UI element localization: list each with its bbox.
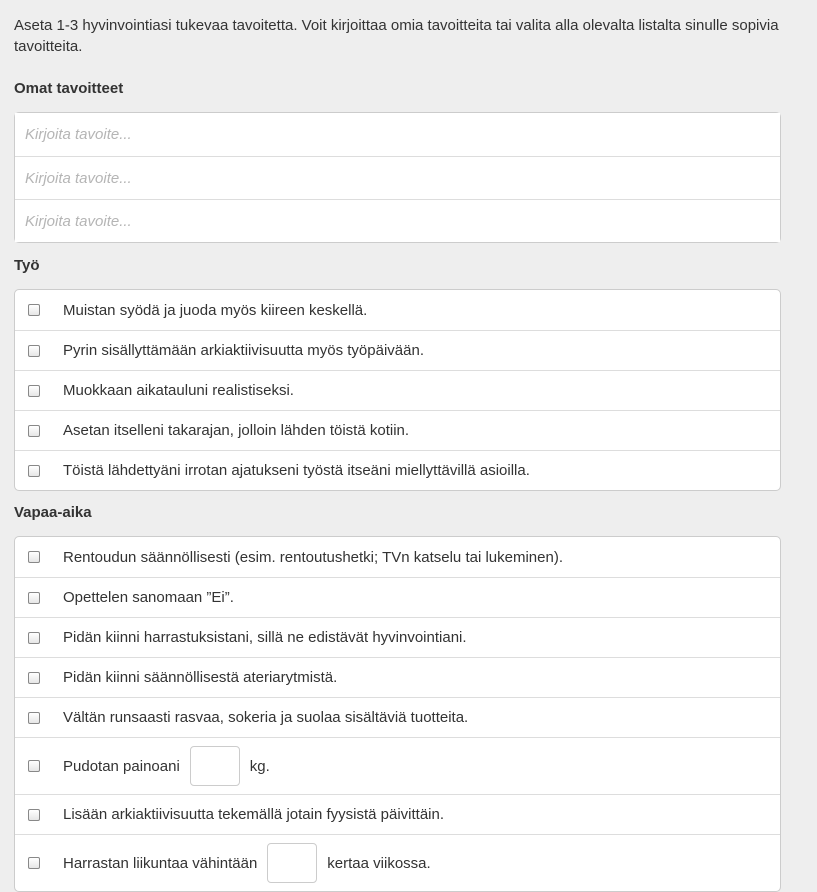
work-goal-label: Pyrin sisällyttämään arkiaktiivisuutta myös työpäivään. <box>63 342 424 359</box>
free-time-section-title: Vapaa-aika <box>14 504 92 521</box>
checkbox[interactable] <box>28 592 40 604</box>
goals-form <box>14 15 781 892</box>
work-goal-item[interactable] <box>15 450 780 490</box>
checkbox[interactable] <box>28 632 40 644</box>
free-time-goal-label: Pidän kiinni säännöllisestä ateriarytmistä. <box>63 669 338 686</box>
free-time-goal-item[interactable] <box>15 537 780 577</box>
free-time-goal-label: Vältän runsaasti rasvaa, sokeria ja suolaa sisältäviä tuotteita. <box>63 709 469 726</box>
work-goal-label: Töistä lähdettyäni irrotan ajatukseni työstä itseäni miellyttävillä asioilla. <box>63 462 530 479</box>
work-goal-label: Asetan itselleni takarajan, jolloin lähden töistä kotiin. <box>63 422 410 439</box>
free-time-goal-label: Opettelen sanomaan ”Ei”. <box>63 589 234 606</box>
own-goal-input-2[interactable] <box>15 156 780 199</box>
work-goal-item[interactable] <box>15 410 780 450</box>
own-goal-input-3[interactable] <box>15 199 780 242</box>
free-time-goal-label: Pidän kiinni harrastuksistani, sillä ne edistävät hyvinvointiani. <box>63 629 467 646</box>
weight-goal-label-before: Pudotan painoani <box>63 757 180 775</box>
free-time-goals-list <box>14 536 781 892</box>
exercise-goal-item[interactable] <box>15 834 780 891</box>
checkbox[interactable] <box>28 551 40 563</box>
checkbox[interactable] <box>28 672 40 684</box>
free-time-goal-label: Rentoudun säännöllisesti (esim. rentoutushetki; TVn katselu tai lukeminen). <box>63 548 563 566</box>
weight-goal-item[interactable] <box>15 737 780 794</box>
exercise-times-input[interactable] <box>267 843 317 883</box>
own-goals-list <box>14 112 781 243</box>
free-time-goal-item[interactable] <box>15 794 780 834</box>
intro-text: Aseta 1-3 hyvinvointiasi tukevaa tavoitetta. Voit kirjoittaa omia tavoitteita tai valita alla olevalta listalta sinulle sopivia tavoitteita. <box>14 17 779 55</box>
work-goal-item[interactable] <box>15 370 780 410</box>
checkbox[interactable] <box>28 345 40 357</box>
own-goals-title: Omat tavoitteet <box>14 80 124 97</box>
checkbox[interactable] <box>28 425 40 437</box>
exercise-goal-text <box>63 843 431 883</box>
free-time-goal-item[interactable] <box>15 697 780 737</box>
checkbox[interactable] <box>28 809 40 821</box>
work-goal-label: Muistan syödä ja juoda myös kiireen keskellä. <box>63 301 368 319</box>
checkbox[interactable] <box>28 712 40 724</box>
weight-goal-label-after: kg. <box>249 757 270 775</box>
work-goal-item[interactable] <box>15 330 780 370</box>
exercise-goal-label-before: Harrastan liikuntaa vähintään <box>63 854 258 872</box>
activity-goal-label: Lisään arkiaktiivisuutta tekemällä jotain fyysistä päivittäin. <box>63 806 445 823</box>
checkbox[interactable] <box>28 385 40 397</box>
free-time-goal-item[interactable] <box>15 657 780 697</box>
work-goal-label: Muokkaan aikatauluni realistiseksi. <box>63 382 294 399</box>
checkbox[interactable] <box>28 857 40 869</box>
free-time-goal-item[interactable] <box>15 617 780 657</box>
free-time-goal-item[interactable] <box>15 577 780 617</box>
work-goal-item[interactable] <box>15 290 780 330</box>
own-goal-input-1[interactable] <box>15 113 780 156</box>
work-goals-list <box>14 289 781 491</box>
work-section-title: Työ <box>14 257 40 274</box>
checkbox[interactable] <box>28 304 40 316</box>
checkbox[interactable] <box>28 760 40 772</box>
exercise-goal-label-after: kertaa viikossa. <box>327 854 431 872</box>
weight-kg-input[interactable] <box>190 746 240 786</box>
checkbox[interactable] <box>28 465 40 477</box>
weight-goal-text <box>63 746 270 786</box>
